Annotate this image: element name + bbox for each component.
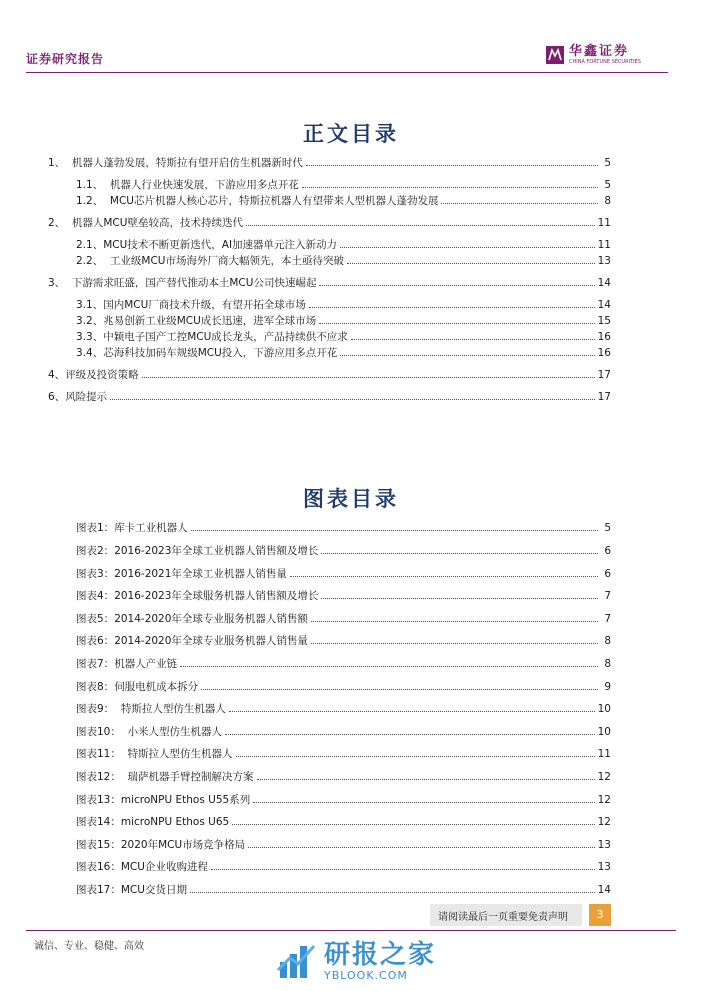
toc-entry[interactable] — [76, 177, 611, 193]
toc-entry-page: 5 — [604, 157, 611, 169]
toc-entry-page: 5 — [604, 179, 611, 191]
toc-entry-page: 17 — [597, 391, 611, 403]
logo-name-cn: 华鑫证券 — [569, 44, 630, 59]
toc-entry[interactable] — [76, 882, 611, 898]
toc-entry-label: 特斯拉人型仿生机器人 — [114, 703, 226, 715]
toc-entry-number: 图表4： — [76, 590, 115, 602]
toc-entry[interactable] — [76, 297, 611, 313]
toc-entry-page: 13 — [597, 255, 611, 267]
toc-entry-page: 12 — [597, 794, 611, 806]
toc-entry[interactable] — [76, 769, 611, 785]
toc-entry-label: 瑞萨机器手臂控制解决方案 — [120, 771, 254, 783]
toc-entry[interactable] — [76, 633, 611, 649]
toc-entry-page: 14 — [597, 277, 611, 289]
toc-entry-page: 8 — [604, 635, 611, 647]
toc-entry-number: 图表9： — [76, 703, 115, 715]
toc-leader-dots — [211, 868, 595, 870]
toc-entry[interactable] — [76, 520, 611, 536]
watermark-chart-icon — [276, 940, 318, 982]
toc-entry-number: 图表1： — [76, 522, 115, 534]
toc-entry-number: 图表10： — [76, 726, 121, 738]
toc-entry-number: 1.2、 — [76, 195, 104, 207]
toc-entry-page: 8 — [604, 658, 611, 670]
toc-leader-dots — [441, 202, 598, 204]
toc-entry-number: 1、 — [48, 157, 66, 169]
toc-entry-label: 下游需求旺盛，国产替代推动本土MCU公司快速崛起 — [65, 277, 317, 289]
company-logo — [546, 45, 641, 65]
toc-leader-dots — [248, 846, 594, 848]
toc-entry-label: 机器人蓬勃发展，特斯拉有望开启仿生机器新时代 — [65, 157, 303, 169]
disclaimer-text[interactable]: 请阅读最后一页重要免责声明 — [438, 912, 568, 923]
contents-title: 正文目录 — [303, 121, 399, 146]
watermark-cn: 研报之家 — [324, 939, 437, 970]
toc-entry-label: MCU技术不断更新迭代，AI加速器单元注入新动力 — [103, 239, 338, 251]
toc-entry[interactable] — [48, 275, 611, 291]
toc-entry-label: 芯海科技加码车规级MCU投入，下游应用多点开花 — [103, 347, 338, 359]
toc-entry-number: 图表15： — [76, 839, 121, 851]
toc-entry-number: 图表12： — [76, 771, 121, 783]
toc-entry-label: MCU企业收购进程 — [120, 861, 208, 873]
toc-leader-dots — [253, 801, 594, 803]
toc-entry-page: 8 — [604, 195, 611, 207]
toc-entry-label: microNPU Ethos U65 — [120, 816, 230, 828]
toc-entry-page: 6 — [604, 545, 611, 557]
toc-entry[interactable] — [76, 345, 611, 361]
toc-entry-page: 11 — [597, 239, 611, 251]
toc-leader-dots — [309, 306, 595, 308]
toc-entry[interactable] — [48, 367, 611, 383]
toc-leader-dots — [290, 575, 598, 577]
toc-entry[interactable] — [76, 313, 611, 329]
toc-entry-label: 评级及投资策略 — [65, 369, 139, 381]
toc-entry[interactable] — [76, 253, 611, 269]
toc-entry-label: 机器人行业快速发展，下游应用多点开花 — [103, 179, 299, 191]
toc-leader-dots — [351, 338, 595, 340]
toc-entry-number: 6、 — [48, 391, 66, 403]
toc-leader-dots — [180, 665, 598, 667]
toc-leader-dots — [225, 733, 595, 735]
toc-entry[interactable] — [76, 611, 611, 627]
toc-entry-label: 2016-2023年全球服务机器人销售额及增长 — [114, 590, 319, 602]
toc-entry-label: 机器人MCU壁垒较高，技术持续迭代 — [65, 217, 243, 229]
toc-entry[interactable] — [76, 701, 611, 717]
toc-entry-label: 机器人产业链 — [114, 658, 178, 670]
toc-leader-dots — [311, 620, 598, 622]
toc-entry-page: 15 — [597, 315, 611, 327]
figures-title: 图表目录 — [303, 486, 399, 511]
toc-entry-number: 2.2、 — [76, 255, 104, 267]
toc-entry[interactable] — [76, 237, 611, 253]
toc-entry-page: 14 — [597, 299, 611, 311]
toc-leader-dots — [190, 891, 595, 893]
report-type-title: 证券研究报告 — [26, 52, 105, 66]
toc-entry-label: microNPU Ethos U55系列 — [120, 794, 251, 806]
footer-divider — [26, 930, 676, 931]
toc-entry-number: 2、 — [48, 217, 66, 229]
toc-entry-number: 图表2： — [76, 545, 115, 557]
toc-entry-number: 图表14： — [76, 816, 121, 828]
toc-entry[interactable] — [76, 679, 611, 695]
toc-entry-label: 风险提示 — [65, 391, 108, 403]
toc-entry-number: 图表5： — [76, 613, 115, 625]
toc-entry-number: 1.1、 — [76, 179, 104, 191]
toc-entry-number: 图表11： — [76, 748, 121, 760]
toc-entry-page: 11 — [597, 748, 611, 760]
toc-entry[interactable] — [76, 656, 611, 672]
watermark-en: YBLOOK.COM — [324, 968, 408, 982]
toc-entry[interactable] — [76, 837, 611, 853]
toc-entry-page: 12 — [597, 771, 611, 783]
toc-entry-number: 图表8： — [76, 681, 115, 693]
toc-entry[interactable] — [76, 814, 611, 830]
toc-leader-dots — [319, 322, 594, 324]
toc-entry-label: 2020年MCU市场竞争格局 — [120, 839, 246, 851]
toc-entry-label: 伺服电机成本拆分 — [114, 681, 199, 693]
toc-entry-label: 中颖电子国产工控MCU成长龙头，产品持续供不应求 — [103, 331, 348, 343]
toc-entry-number: 图表3： — [76, 568, 115, 580]
toc-entry-number: 3、 — [48, 277, 66, 289]
toc-entry-number: 图表6： — [76, 635, 115, 647]
toc-leader-dots — [347, 262, 595, 264]
toc-entry[interactable] — [48, 215, 611, 231]
toc-entry-label: 库卡工业机器人 — [114, 522, 188, 534]
toc-entry-label: 国内MCU厂商技术升级，有望开拓全球市场 — [103, 299, 306, 311]
toc-entry[interactable] — [76, 566, 611, 582]
toc-entry-number: 3.4、 — [76, 347, 104, 359]
toc-entry-page: 16 — [597, 347, 611, 359]
toc-entry-label: MCU芯片机器人核心芯片，特斯拉机器人有望带来人型机器人蓬勃发展 — [103, 195, 439, 207]
toc-entry-number: 图表13： — [76, 794, 121, 806]
toc-leader-dots — [236, 755, 595, 757]
toc-leader-dots — [302, 186, 598, 188]
company-slogan: 诚信、专业、稳健、高效 — [34, 941, 144, 952]
toc-leader-dots — [340, 354, 594, 356]
watermark — [276, 940, 436, 982]
toc-entry[interactable] — [48, 389, 611, 405]
toc-entry[interactable] — [76, 588, 611, 604]
toc-entry-label: 兆易创新工业级MCU成长迅速，进军全球市场 — [103, 315, 317, 327]
toc-entry[interactable] — [76, 859, 611, 875]
toc-entry-label: 小米人型仿生机器人 — [120, 726, 223, 738]
toc-entry[interactable] — [76, 792, 611, 808]
toc-leader-dots — [201, 688, 598, 690]
toc-entry[interactable] — [76, 746, 611, 762]
toc-entry-page: 6 — [604, 568, 611, 580]
toc-leader-dots — [110, 398, 594, 400]
toc-entry-page: 14 — [597, 884, 611, 896]
toc-entry-label: 2014-2020年全球专业服务机器人销售额 — [114, 613, 308, 625]
toc-entry-label: 2016-2023年全球工业机器人销售额及增长 — [114, 545, 319, 557]
toc-leader-dots — [321, 597, 598, 599]
toc-entry[interactable] — [76, 193, 611, 209]
toc-entry-label: MCU交货日期 — [120, 884, 187, 896]
toc-entry-number: 3.2、 — [76, 315, 104, 327]
toc-leader-dots — [321, 552, 598, 554]
toc-entry-label: 特斯拉人型仿生机器人 — [120, 748, 233, 760]
toc-entry-page: 12 — [597, 816, 611, 828]
toc-entry-page: 9 — [604, 681, 611, 693]
toc-leader-dots — [257, 778, 595, 780]
toc-entry-number: 4、 — [48, 369, 66, 381]
toc-entry-page: 16 — [597, 331, 611, 343]
toc-entry-number: 图表17： — [76, 884, 121, 896]
toc-entry-number: 图表7： — [76, 658, 115, 670]
toc-entry[interactable] — [76, 543, 611, 559]
toc-leader-dots — [306, 164, 598, 166]
page-number: 3 — [589, 904, 611, 926]
toc-entry-label: 工业级MCU市场海外厂商大幅领先，本土亟待突破 — [103, 255, 344, 267]
toc-entry-page: 10 — [597, 703, 611, 715]
toc-entry[interactable] — [48, 155, 611, 171]
toc-leader-dots — [142, 376, 595, 378]
toc-entry-label: 2016-2021年全球工业机器人销售量 — [114, 568, 287, 580]
toc-leader-dots — [232, 823, 594, 825]
toc-entry-page: 13 — [597, 839, 611, 851]
toc-entry-page: 5 — [604, 522, 611, 534]
header-divider — [26, 72, 668, 73]
toc-leader-dots — [246, 224, 595, 226]
toc-leader-dots — [229, 710, 595, 712]
toc-entry-page: 11 — [597, 217, 611, 229]
toc-entry-page: 10 — [597, 726, 611, 738]
toc-entry-label: 2014-2020年全球专业服务机器人销售量 — [114, 635, 308, 647]
toc-leader-dots — [340, 246, 595, 248]
toc-entry[interactable] — [76, 329, 611, 345]
logo-name-en: CHINA FORTUNE SECURITIES — [569, 59, 641, 65]
toc-entry-page: 13 — [597, 861, 611, 873]
toc-entry-page: 17 — [597, 369, 611, 381]
logo-mark-icon — [546, 46, 564, 64]
toc-entry-number: 3.1、 — [76, 299, 104, 311]
toc-entry-page: 7 — [604, 613, 611, 625]
toc-leader-dots — [311, 642, 598, 644]
toc-entry[interactable] — [76, 724, 611, 740]
toc-entry-number: 图表16： — [76, 861, 121, 873]
toc-entry-page: 7 — [604, 590, 611, 602]
toc-leader-dots — [319, 284, 594, 286]
toc-leader-dots — [191, 529, 598, 531]
toc-entry-number: 2.1、 — [76, 239, 104, 251]
toc-entry-number: 3.3、 — [76, 331, 104, 343]
